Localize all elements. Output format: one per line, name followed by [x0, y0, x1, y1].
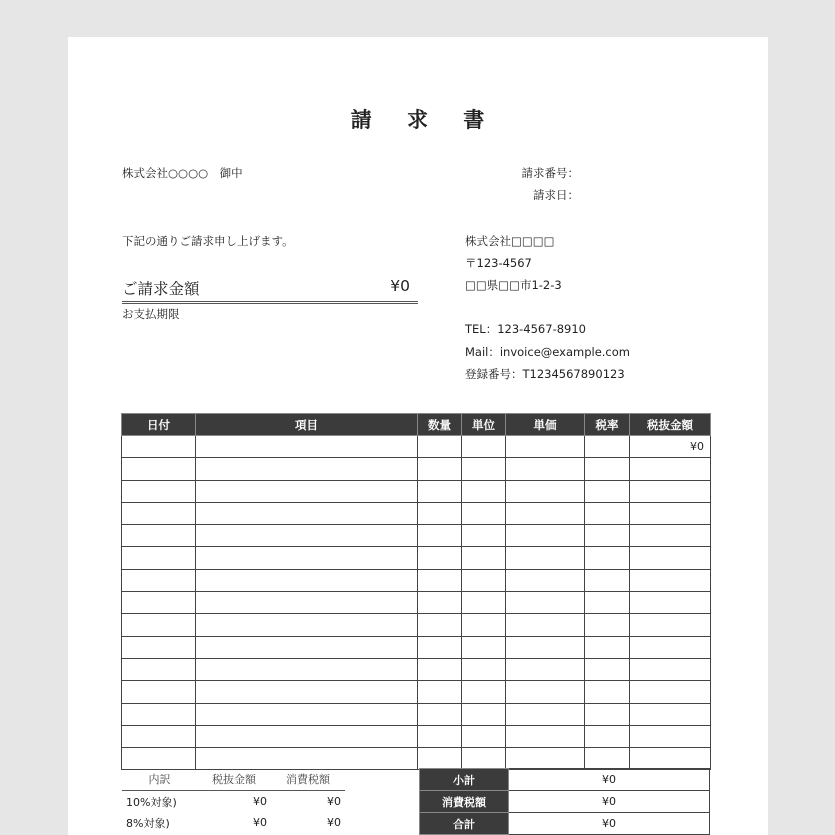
line-item-cell[interactable] [506, 502, 585, 524]
grand-total-row [420, 813, 710, 835]
line-item-cell[interactable] [585, 458, 630, 480]
line-item-cell[interactable] [462, 480, 506, 502]
line-item-cell[interactable] [585, 725, 630, 747]
line-item-cell[interactable] [418, 703, 462, 725]
line-item-cell[interactable] [196, 525, 418, 547]
col-header-unit-price: 単価 [506, 414, 585, 436]
line-item-cell[interactable] [196, 458, 418, 480]
line-item-row [122, 525, 711, 547]
line-item-cell[interactable] [630, 681, 711, 703]
breakdown-amount: ¥0 [253, 795, 267, 808]
line-item-cell[interactable] [196, 725, 418, 747]
billing-amount-label: ご請求金額 [122, 280, 200, 298]
line-item-cell[interactable] [506, 703, 585, 725]
line-item-cell[interactable] [418, 592, 462, 614]
line-item-row [122, 636, 711, 658]
subtotal-value: ¥0 [509, 769, 710, 791]
tax-total-value: ¥0 [509, 791, 710, 813]
subtotal-row [420, 769, 710, 791]
recipient-name: 株式会社○○○○ 御中 [122, 166, 243, 180]
intro-text: 下記の通りご請求申し上げます。 [122, 234, 294, 248]
line-item-cell[interactable] [585, 614, 630, 636]
line-item-row [122, 592, 711, 614]
breakdown-label: 10%対象) [126, 795, 177, 809]
breakdown-row [122, 812, 345, 833]
line-item-row [122, 502, 711, 524]
line-item-cell[interactable] [462, 458, 506, 480]
line-item-cell[interactable] [462, 614, 506, 636]
breakdown-tax: ¥0 [327, 795, 341, 808]
line-item-cell[interactable] [630, 592, 711, 614]
line-item-cell[interactable] [506, 681, 585, 703]
line-item-cell[interactable] [506, 725, 585, 747]
line-item-cell[interactable] [418, 614, 462, 636]
line-item-cell[interactable] [585, 681, 630, 703]
line-item-cell[interactable] [196, 658, 418, 680]
col-header-amount: 税抜金額 [630, 414, 711, 436]
line-item-cell[interactable] [585, 436, 630, 458]
line-item-cell[interactable] [630, 636, 711, 658]
line-item-cell[interactable] [462, 436, 506, 458]
line-item-row [122, 703, 711, 725]
invoice-number-label: 請求番号： [521, 166, 579, 180]
issuer-registration: 登録番号：T1234567890123 [465, 367, 625, 381]
line-item-cell[interactable] [462, 502, 506, 524]
line-item-cell[interactable] [196, 569, 418, 591]
line-item-cell[interactable] [630, 658, 711, 680]
col-header-tax-rate: 税率 [585, 414, 630, 436]
line-item-cell[interactable] [418, 636, 462, 658]
line-item-cell[interactable] [462, 569, 506, 591]
line-item-cell[interactable] [196, 614, 418, 636]
line-item-cell[interactable] [462, 547, 506, 569]
line-items-table [121, 413, 711, 770]
line-item-cell[interactable] [585, 703, 630, 725]
line-item-row [122, 458, 711, 480]
line-item-row [122, 547, 711, 569]
line-item-row [122, 681, 711, 703]
line-item-cell[interactable] [418, 458, 462, 480]
line-item-cell[interactable] [506, 658, 585, 680]
line-item-cell[interactable] [630, 458, 711, 480]
line-item-cell[interactable] [122, 636, 196, 658]
line-item-cell[interactable] [418, 547, 462, 569]
line-item-cell[interactable] [196, 748, 418, 770]
line-item-cell[interactable] [462, 681, 506, 703]
line-item-cell[interactable] [122, 525, 196, 547]
line-item-row [122, 480, 711, 502]
billing-amount-value: ¥0 [390, 277, 410, 295]
line-item-cell[interactable] [462, 658, 506, 680]
line-item-cell[interactable] [585, 636, 630, 658]
line-item-row [122, 569, 711, 591]
line-item-cell[interactable] [506, 458, 585, 480]
line-item-cell[interactable] [196, 636, 418, 658]
tax-total-label: 消費税額 [420, 791, 509, 813]
line-item-cell[interactable] [122, 502, 196, 524]
breakdown-header-tax: 消費税額 [271, 768, 345, 791]
issuer-postal: 〒123-4567 [465, 256, 532, 270]
issuer-mail: Mail：invoice@example.com [465, 345, 630, 359]
line-item-cell[interactable] [418, 725, 462, 747]
col-header-quantity: 数量 [418, 414, 462, 436]
breakdown-header [122, 768, 345, 791]
line-item-cell[interactable] [585, 592, 630, 614]
col-header-date: 日付 [122, 414, 196, 436]
line-item-amount[interactable]: ¥0 [630, 436, 711, 458]
line-item-cell[interactable] [630, 480, 711, 502]
line-item-cell[interactable] [506, 547, 585, 569]
line-item-cell[interactable] [122, 547, 196, 569]
line-item-cell[interactable] [585, 525, 630, 547]
subtotal-label: 小計 [420, 769, 509, 791]
line-item-cell[interactable] [585, 547, 630, 569]
tax-total-row [420, 791, 710, 813]
line-item-row [122, 614, 711, 636]
billing-amount-row [122, 275, 418, 304]
line-item-cell[interactable] [462, 725, 506, 747]
line-item-cell[interactable] [122, 658, 196, 680]
issuer-address: □□県□□市1-2-3 [465, 278, 562, 292]
line-item-cell[interactable] [462, 592, 506, 614]
line-item-cell[interactable] [506, 748, 585, 770]
line-item-cell[interactable] [418, 502, 462, 524]
line-item-cell[interactable] [122, 480, 196, 502]
breakdown-tax: ¥0 [327, 816, 341, 829]
line-item-cell[interactable] [418, 436, 462, 458]
line-item-cell[interactable] [506, 480, 585, 502]
line-item-cell[interactable] [585, 658, 630, 680]
line-item-cell[interactable] [462, 703, 506, 725]
line-item-row [122, 658, 711, 680]
line-item-cell[interactable] [196, 681, 418, 703]
line-item-cell[interactable] [506, 614, 585, 636]
line-item-cell[interactable] [630, 748, 711, 770]
line-item-cell[interactable] [630, 502, 711, 524]
line-item-cell[interactable] [506, 569, 585, 591]
issuer-company: 株式会社□□□□ [465, 234, 555, 248]
invoice-date-label: 請求日： [533, 188, 579, 202]
line-item-cell[interactable] [630, 569, 711, 591]
breakdown-amount: ¥0 [253, 816, 267, 829]
line-item-cell[interactable] [630, 614, 711, 636]
invoice-title: 請 求 書 [350, 108, 499, 132]
line-item-cell[interactable] [122, 614, 196, 636]
breakdown-header-amount: 税抜金額 [197, 768, 271, 791]
totals-table [419, 768, 710, 835]
grand-total-value: ¥0 [509, 813, 710, 835]
line-item-cell[interactable] [506, 592, 585, 614]
line-item-cell[interactable] [196, 480, 418, 502]
line-item-cell[interactable] [196, 703, 418, 725]
line-item-cell[interactable] [585, 569, 630, 591]
line-item-cell[interactable] [196, 502, 418, 524]
col-header-unit: 単位 [462, 414, 506, 436]
line-items-header [122, 414, 711, 436]
line-item-cell[interactable] [506, 636, 585, 658]
line-item-cell[interactable] [585, 748, 630, 770]
line-item-cell[interactable] [122, 703, 196, 725]
col-header-item: 項目 [196, 414, 418, 436]
line-item-cell[interactable] [196, 436, 418, 458]
grand-total-label: 合計 [420, 813, 509, 835]
line-item-cell[interactable] [630, 703, 711, 725]
line-item-cell[interactable] [122, 436, 196, 458]
due-date-label: お支払期限 [122, 307, 180, 321]
line-item-cell[interactable] [196, 592, 418, 614]
line-item-cell[interactable] [418, 480, 462, 502]
line-item-cell[interactable] [122, 458, 196, 480]
breakdown-label: 8%対象) [126, 816, 170, 830]
line-item-cell[interactable] [506, 436, 585, 458]
line-item-cell[interactable] [122, 592, 196, 614]
line-item-cell[interactable] [122, 748, 196, 770]
line-item-cell[interactable] [630, 525, 711, 547]
line-item-cell[interactable] [418, 569, 462, 591]
line-item-cell[interactable] [122, 725, 196, 747]
line-item-cell[interactable] [122, 681, 196, 703]
line-item-cell[interactable] [585, 502, 630, 524]
issuer-tel: TEL：123-4567-8910 [465, 322, 586, 336]
line-item-row [122, 725, 711, 747]
line-item-cell[interactable] [418, 525, 462, 547]
line-item-cell[interactable] [462, 748, 506, 770]
tax-breakdown-table [122, 768, 345, 833]
line-item-cell[interactable] [122, 569, 196, 591]
line-item-cell[interactable] [462, 636, 506, 658]
line-item-cell[interactable] [418, 748, 462, 770]
line-item-cell[interactable] [506, 525, 585, 547]
line-item-cell[interactable] [630, 547, 711, 569]
line-item-cell[interactable] [630, 725, 711, 747]
breakdown-row [122, 791, 345, 813]
line-item-cell[interactable] [196, 547, 418, 569]
breakdown-header-label: 内訳 [122, 768, 197, 791]
line-item-row [122, 436, 711, 458]
line-item-cell[interactable] [418, 681, 462, 703]
line-item-cell[interactable] [462, 525, 506, 547]
line-item-cell[interactable] [418, 658, 462, 680]
line-item-cell[interactable] [585, 480, 630, 502]
line-item-row [122, 748, 711, 770]
